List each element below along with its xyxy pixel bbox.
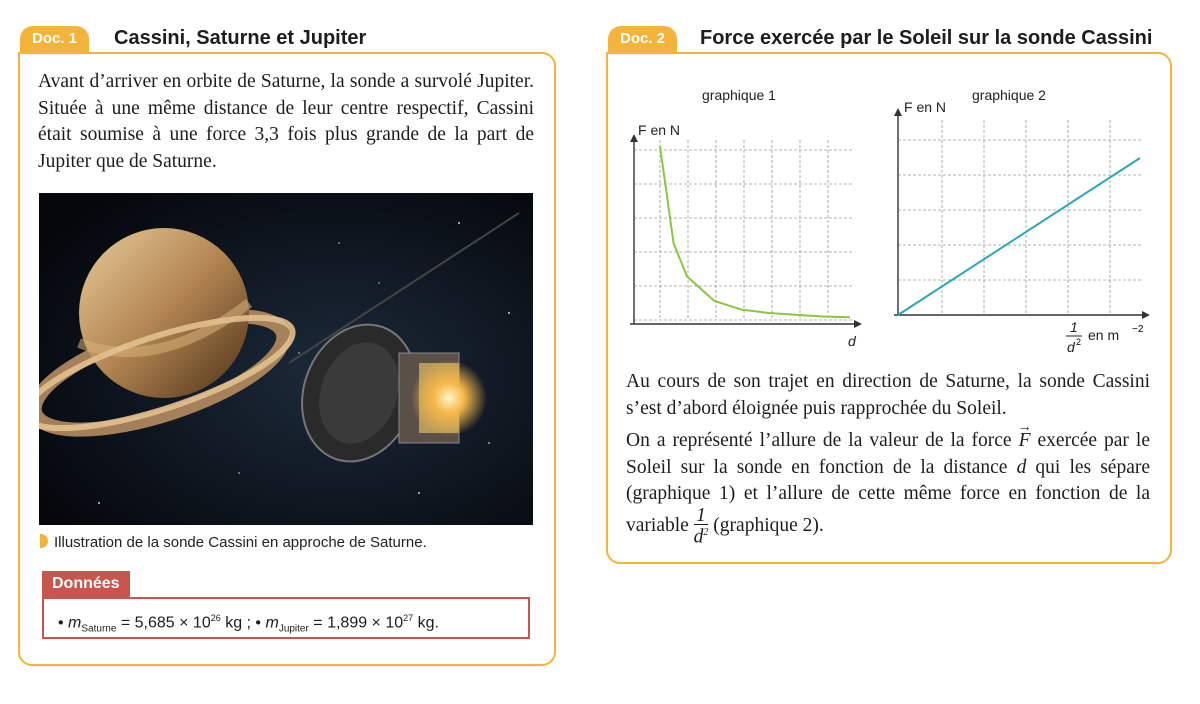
graph2-x-label-num: 1 <box>1070 319 1078 335</box>
donnees-label: Données <box>42 571 130 597</box>
caption-text: Illustration de la sonde Cassini en approche de Saturne. <box>54 534 427 551</box>
graph1-y-arrow-icon <box>630 134 638 142</box>
m-saturne-value: = 5,685 × 10 <box>120 614 211 632</box>
graph2-x-arrow-icon <box>1142 311 1150 319</box>
doc1-title: Cassini, Saturne et Jupiter <box>114 27 367 49</box>
doc2-title: Force exercée par le Soleil sur la sonde Cassini <box>700 27 1153 49</box>
m-saturne-sub: Saturne <box>81 623 117 635</box>
doc1-tag: Doc. 1 <box>20 26 89 52</box>
m-jupiter-sub: Jupiter <box>278 623 309 635</box>
inverse-square-fraction <box>693 504 709 547</box>
doc2-tag: Doc. 2 <box>608 26 677 52</box>
text-p2-d: d <box>1016 456 1027 478</box>
graph1 <box>620 80 870 352</box>
m-saturne-symbol: m <box>68 614 82 632</box>
graph2-y-arrow-icon <box>894 108 902 116</box>
graph1-x-arrow-icon <box>854 320 862 328</box>
m-jupiter-unit: kg. <box>417 614 439 632</box>
force-vector: → F <box>1019 428 1031 455</box>
graph1-y-label: F en N <box>638 122 681 138</box>
graph1-x-label: d <box>848 333 856 349</box>
saturn-scene-image <box>39 193 533 525</box>
graph2 <box>880 80 1165 362</box>
m-jupiter-value: = 1,899 × 10 <box>313 614 404 632</box>
graph1-grid <box>634 140 852 320</box>
donnees-box: • $m_{Saturne} = 5,685 \times 10^{26}$ kg ; • $m_{Jupiter} = 1,899 \times 10^{27}$ kg. <box>42 597 530 639</box>
graph2-x-label-unit-exp: −2 <box>1132 324 1144 335</box>
text-p2-a: On a représenté l’allure de la valeur de la force <box>626 430 1012 451</box>
doc2-text-p1: Au cours de son trajet en direction de Saturne, la sonde Cassini s’est d’abord éloignée puis rapprochée du Soleil. <box>626 371 1150 419</box>
photo-caption <box>40 534 427 551</box>
graph2-line <box>898 158 1140 315</box>
doc1-paragraph: Avant d’arriver en orbite de Saturne, la sonde a survolé Jupiter. Située à une même distance de leur centre respectif, Cassini était soumise à une force 3,3 fois plus grande de la part de Jupiter que de Saturne. <box>38 71 534 172</box>
m-jupiter-exp: 27 <box>403 613 414 623</box>
graph2-x-label-unit: en m <box>1088 327 1120 343</box>
graph2-x-label-den-exp: 2 <box>1076 337 1082 347</box>
doc2-text-p2 <box>626 428 1150 545</box>
graph2-x-label-den: d <box>1067 339 1075 355</box>
frac-exp: 2 <box>703 526 709 538</box>
text-p2-b: exercée par le Soleil sur la sonde en fonction de la distance <box>626 430 1150 478</box>
graph2-grid <box>898 120 1142 315</box>
m-saturne-unit: kg ; <box>225 614 251 632</box>
m-saturne-exp: 26 <box>210 613 221 623</box>
cassini-illustration <box>39 193 533 525</box>
graph2-y-label: F en N <box>904 99 947 115</box>
graph1-curve <box>660 146 850 317</box>
graph2-title: graphique 2 <box>972 87 1046 103</box>
caption-marker-icon <box>40 534 48 548</box>
text-p2-c: qui les sépare (graphique 1) et l’allure de cette même force en fonction de la variable <box>626 456 1150 536</box>
m-jupiter-symbol: m <box>265 614 279 632</box>
frac-den: d <box>693 526 704 547</box>
graph1-title: graphique 1 <box>702 87 776 103</box>
text-p2-end: (graphique 2). <box>713 514 824 536</box>
frac-num: 1 <box>694 508 709 525</box>
